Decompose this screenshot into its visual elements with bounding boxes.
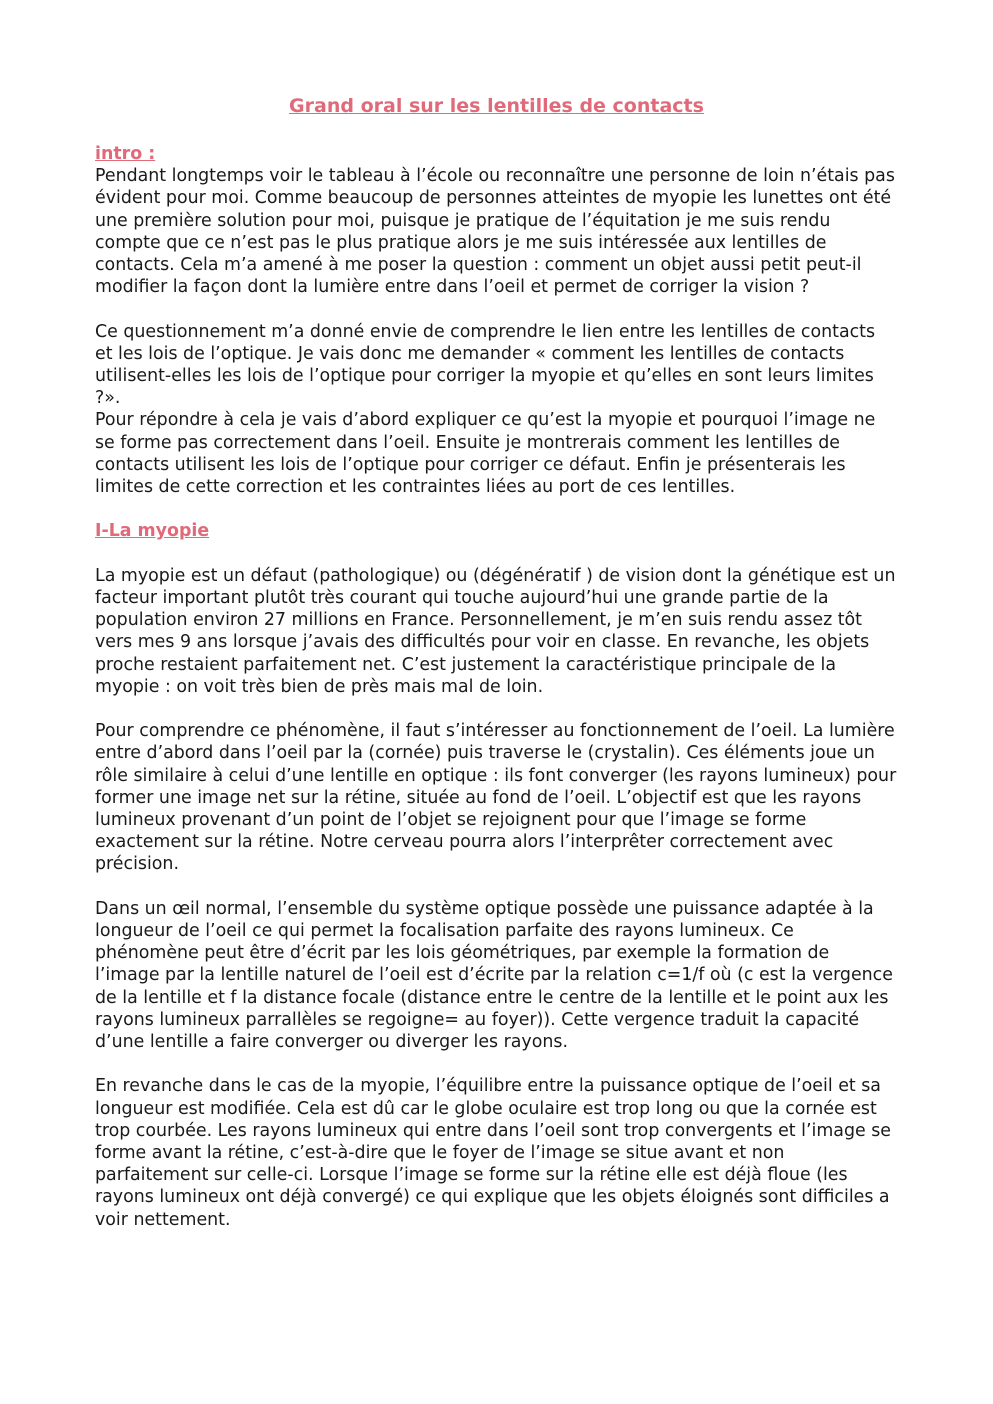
paragraph-spacer bbox=[95, 876, 898, 898]
page-title: Grand oral sur les lentilles de contacts bbox=[289, 95, 704, 117]
paragraph-spacer bbox=[95, 543, 898, 565]
intro-paragraph-2: Ce questionnement m’a donné envie de comprendre le lien entre les lentilles de contacts et les lois de l’optique. Je vais donc me demander « comment les lentilles de contacts utilisent-elles les lois de l’optique pour corriger la myopie et qu’elles en sont leurs limites ?». bbox=[95, 321, 876, 409]
document-page bbox=[95, 93, 898, 1231]
section-1-paragraph-3: Dans un œil normal, l’ensemble du système optique possède une puissance adaptée à la longueur de l’oeil ce qui permet la focalisation parfaite des rayons lumineux. Ce phénomène peut être d’écrit par les lois géométriques, par exemple la formation de l’image par la lentille naturel de l’oeil est d’écrite par la relation c=1/f où (c est la vergence de la lentille et f la distance focale (distance entre le centre de la lentille et le point aux les rayons lumineux parrallèles se regoigne= au foyer)). Cette vergence traduit la capacité d’une lentille a faire converger ou diverger les rayons. bbox=[95, 898, 893, 1053]
paragraph-spacer bbox=[95, 498, 898, 520]
intro-heading: intro : bbox=[95, 144, 156, 164]
section-1-heading: I-La myopie bbox=[95, 521, 210, 542]
section-1-paragraph-4: En revanche dans le cas de la myopie, l’équilibre entre la puissance optique de l’oeil et sa longueur est modifiée. Cela est dû car le globe oculaire est trop long ou que la cornée est trop courbée. Les rayons lumineux qui entre dans l’oeil sont trop convergents et l’image se forme avant la rétine, c’est-à-dire que le foyer de l’image se situe avant et non parfaitement sur celle-ci. Lorsque l’image se forme sur la rétine elle est déjà floue (les rayons lumineux ont déjà convergé) ce qui explique que les objets éloignés sont difficiles a voir nettement. bbox=[95, 1076, 891, 1230]
intro-paragraph-1: Pendant longtemps voir le tableau à l’école ou reconnaître une personne de loin n’étais pas évident pour moi. Comme beaucoup de personnes atteintes de myopie les lunettes ont été une première solution pour moi, puisque je pratique de l’équitation je me suis rendu compte que ce n’est pas le plus pratique alors je me suis intéressée aux lentilles de contacts. Cela m’a amené à me poser la question : comment un objet aussi petit peut-il modifier la façon dont la lumière entre dans l’oeil et permet de corriger la vision ? bbox=[95, 166, 895, 298]
paragraph-spacer bbox=[95, 698, 898, 720]
paragraph-spacer bbox=[95, 1053, 898, 1075]
section-1-paragraph-2: Pour comprendre ce phénomène, il faut s’intéresser au fonctionnement de l’oeil. La lumière entre d’abord dans l’oeil par la (cornée) puis traverse le (crystalin). Ces éléments joue un rôle similaire à celui d’une lentille en optique : ils font converger (les rayons lumineux) pour former une image net sur la rétine, située au fond de l’oeil. L’objectif est que les rayons lumineux provenant d’un point de l’objet se rejoignent pour que l’image se forme exactement sur la rétine. Notre cerveau pourra alors l’interprêter correctement avec précision. bbox=[95, 721, 897, 875]
intro-paragraph-3: Pour répondre à cela je vais d’abord expliquer ce qu’est la myopie et pourquoi l’image ne se forme pas correctement dans l’oeil. Ensuite je montrerais comment les lentilles de contacts utilisent les lois de l’optique pour corriger ce défaut. Enfin je présenterais les limites de cette correction et les contraintes liées au port de ces lentilles. bbox=[95, 410, 876, 498]
paragraph-spacer bbox=[95, 298, 898, 320]
section-1-paragraph-1: La myopie est un défaut (pathologique) ou (dégénératif ) de vision dont la génétique est un facteur important plutôt très courant qui touche aujourd’hui une grande partie de la population environ 27 millions en France. Personnellement, je m’en suis rendu assez tôt vers mes 9 ans lorsque j’avais des difficultés pour voir en classe. En revanche, les objets proche restaient parfaitement net. C’est justement la caractéristique principale de la myopie : on voit très bien de près mais mal de loin. bbox=[95, 565, 896, 697]
